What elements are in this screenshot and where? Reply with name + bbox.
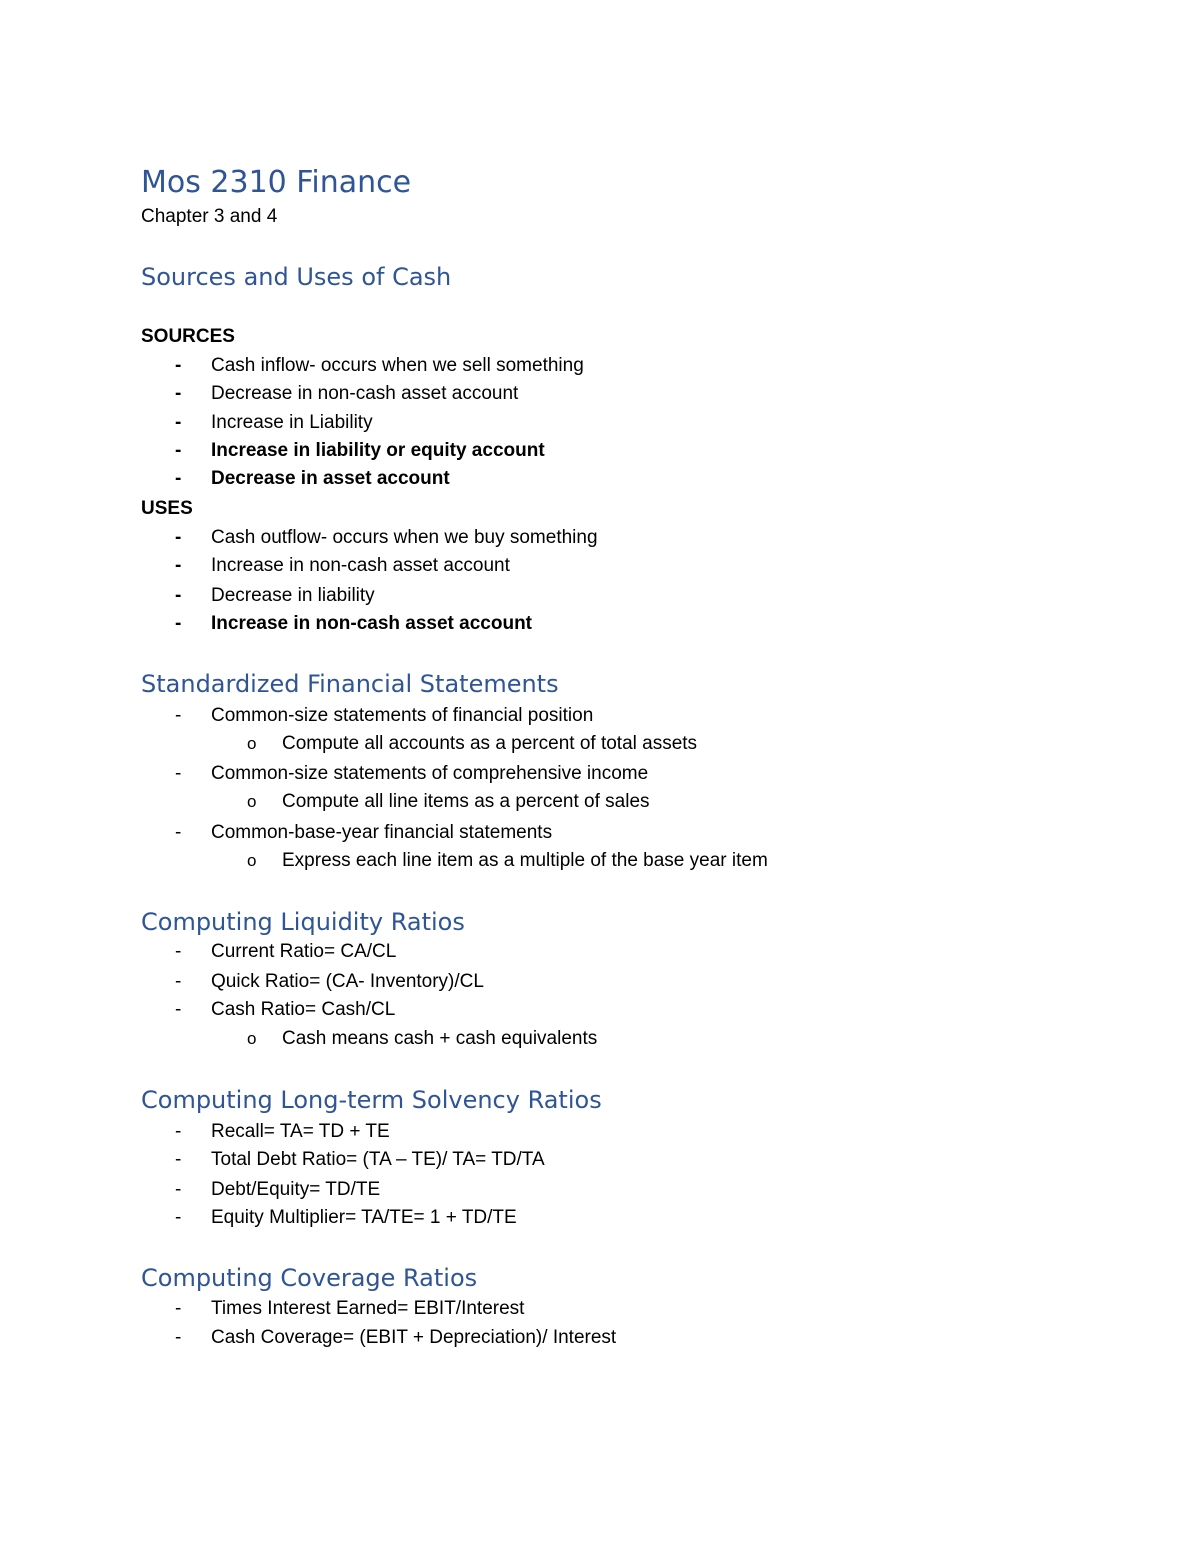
heading-liquidity: Computing Liquidity Ratios xyxy=(141,908,465,936)
dash-bullet: - xyxy=(175,763,182,784)
dash-bullet: - xyxy=(175,440,182,461)
dash-bullet: - xyxy=(175,999,182,1020)
dash-bullet: - xyxy=(175,1327,182,1348)
list-item-text: Cash outflow- occurs when we buy something xyxy=(211,527,598,548)
list-item-text: Cash Coverage= (EBIT + Depreciation)/ Interest xyxy=(211,1327,617,1348)
dash-bullet: - xyxy=(175,705,182,726)
dash-bullet: - xyxy=(175,1298,182,1319)
heading-sources-uses: Sources and Uses of Cash xyxy=(141,263,452,291)
list-item-text: Times Interest Earned= EBIT/Interest xyxy=(211,1298,525,1319)
circle-bullet: o xyxy=(247,1029,257,1048)
list-item-text: Total Debt Ratio= (TA – TE)/ TA= TD/TA xyxy=(211,1149,545,1170)
dash-bullet: - xyxy=(175,383,182,404)
dash-bullet: - xyxy=(175,555,182,576)
sources-label: SOURCES xyxy=(141,326,235,347)
sub-list-item-text: Cash means cash + cash equivalents xyxy=(282,1028,598,1049)
list-item-text: Quick Ratio= (CA- Inventory)/CL xyxy=(211,971,484,992)
dash-bullet: - xyxy=(175,412,182,433)
list-item-text: Cash Ratio= Cash/CL xyxy=(211,999,396,1020)
dash-bullet: - xyxy=(175,971,182,992)
dash-bullet: - xyxy=(175,1121,182,1142)
sub-list-item-text: Express each line item as a multiple of the base year item xyxy=(282,850,768,871)
dash-bullet: - xyxy=(175,1207,182,1228)
list-item-text: Common-size statements of comprehensive income xyxy=(211,763,649,784)
heading-standardized: Standardized Financial Statements xyxy=(141,670,559,698)
heading-coverage: Computing Coverage Ratios xyxy=(141,1264,478,1292)
circle-bullet: o xyxy=(247,734,257,753)
list-item-text: Recall= TA= TD + TE xyxy=(211,1121,390,1142)
dash-bullet: - xyxy=(175,1149,182,1170)
list-item-text: Common-size statements of financial position xyxy=(211,705,594,726)
list-item-text: Increase in non-cash asset account xyxy=(211,613,533,634)
sub-list-item-text: Compute all line items as a percent of sales xyxy=(282,791,650,812)
list-item-text: Cash inflow- occurs when we sell something xyxy=(211,355,584,376)
circle-bullet: o xyxy=(247,851,257,870)
list-item-text: Decrease in liability xyxy=(211,585,375,606)
dash-bullet: - xyxy=(175,941,182,962)
dash-bullet: - xyxy=(175,822,182,843)
dash-bullet: - xyxy=(175,468,182,489)
list-item-text: Increase in Liability xyxy=(211,412,373,433)
list-item-text: Equity Multiplier= TA/TE= 1 + TD/TE xyxy=(211,1207,517,1228)
document-title: Mos 2310 Finance xyxy=(141,165,412,200)
dash-bullet: - xyxy=(175,1179,182,1200)
uses-label: USES xyxy=(141,498,193,519)
dash-bullet: - xyxy=(175,613,182,634)
list-item-text: Common-base-year financial statements xyxy=(211,822,553,843)
list-item-text: Decrease in non-cash asset account xyxy=(211,383,519,404)
dash-bullet: - xyxy=(175,585,182,606)
circle-bullet: o xyxy=(247,792,257,811)
list-item-text: Increase in liability or equity account xyxy=(211,440,545,461)
dash-bullet: - xyxy=(175,527,182,548)
heading-solvency: Computing Long-term Solvency Ratios xyxy=(141,1086,602,1114)
list-item-text: Decrease in asset account xyxy=(211,468,450,489)
dash-bullet: - xyxy=(175,355,182,376)
sub-list-item-text: Compute all accounts as a percent of total assets xyxy=(282,733,698,754)
list-item-text: Current Ratio= CA/CL xyxy=(211,941,397,962)
list-item-text: Increase in non-cash asset account xyxy=(211,555,510,576)
list-item-text: Debt/Equity= TD/TE xyxy=(211,1179,381,1200)
document-subtitle: Chapter 3 and 4 xyxy=(141,206,278,227)
